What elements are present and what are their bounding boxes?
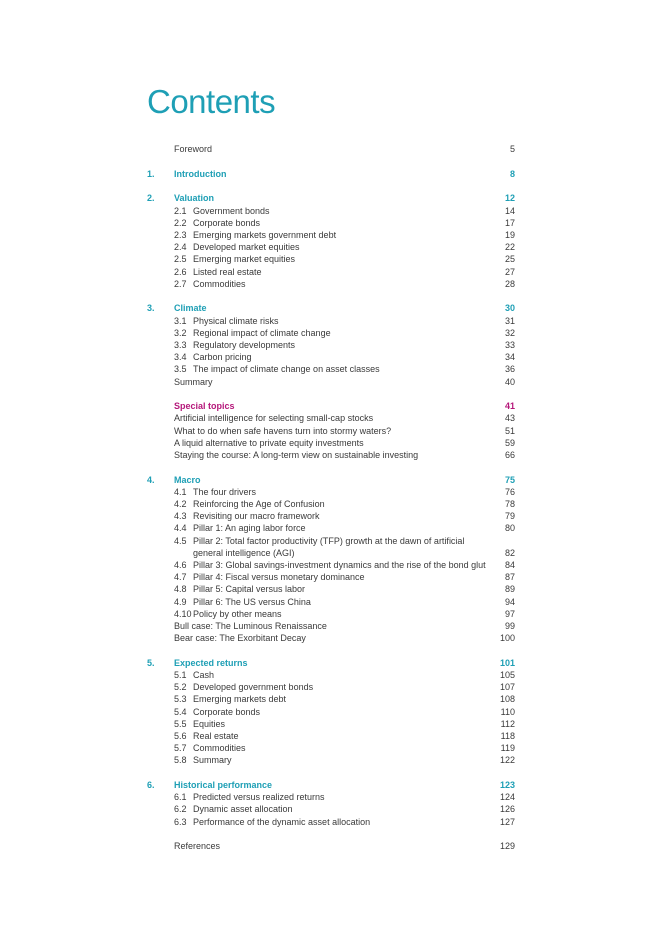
entry-title: Listed real estate xyxy=(193,266,262,277)
toc-entry[interactable] xyxy=(0,547,662,559)
toc-entry[interactable] xyxy=(0,266,662,278)
page-number: 99 xyxy=(504,620,515,631)
toc-entry[interactable] xyxy=(0,693,662,705)
toc-entry[interactable] xyxy=(0,706,662,718)
section-number: 5. xyxy=(147,657,155,668)
toc-section-heading[interactable] xyxy=(0,657,662,669)
toc-entry[interactable] xyxy=(0,412,662,424)
entry-title: Predicted versus realized returns xyxy=(193,792,325,803)
toc-entry[interactable] xyxy=(0,583,662,595)
toc-entry[interactable] xyxy=(0,669,662,681)
page-number: 27 xyxy=(504,266,515,277)
entry-title: Commodities xyxy=(193,743,246,754)
entry-title: Corporate bonds xyxy=(193,706,261,717)
entry-number: 5.2 xyxy=(174,682,187,693)
entry-title: Pillar 1: An aging labor force xyxy=(193,523,306,534)
toc-entry[interactable] xyxy=(0,559,662,571)
entry-title: Pillar 3: Global savings-investment dynamics and the rise of the bond glut xyxy=(193,559,486,570)
section-number: 4. xyxy=(147,474,155,485)
page-number: 105 xyxy=(499,669,515,680)
entry-title: Pillar 5: Capital versus labor xyxy=(193,584,306,595)
page-number: 75 xyxy=(504,474,515,485)
toc-entry[interactable] xyxy=(0,571,662,583)
table-of-contents xyxy=(0,143,662,865)
page-number: 25 xyxy=(504,254,515,265)
page-number: 124 xyxy=(499,792,515,803)
toc-entry[interactable] xyxy=(0,205,662,217)
entry-number: 4.1 xyxy=(174,486,187,497)
page-number: 22 xyxy=(504,242,515,253)
toc-entry[interactable] xyxy=(0,681,662,693)
entry-title: Staying the course: A long-term view on sustainable investing xyxy=(174,449,419,460)
page-number: 8 xyxy=(509,168,515,179)
page-number: 59 xyxy=(504,437,515,448)
toc-section xyxy=(0,400,662,461)
page-number: 80 xyxy=(504,523,515,534)
entry-number: 2.2 xyxy=(174,217,187,228)
entry-number: 3.4 xyxy=(174,352,187,363)
page-number: 108 xyxy=(499,694,515,705)
page-number: 123 xyxy=(499,779,515,790)
page-number: 94 xyxy=(504,596,515,607)
entry-title: Summary xyxy=(174,376,213,387)
entry-title: Performance of the dynamic asset allocation xyxy=(193,816,371,827)
page-number: 66 xyxy=(504,449,515,460)
entry-number: 2.6 xyxy=(174,266,187,277)
page-number: 100 xyxy=(499,633,515,644)
entry-title: Emerging markets government debt xyxy=(193,229,337,240)
entry-title: Emerging markets debt xyxy=(193,694,287,705)
entry-title: Real estate xyxy=(193,730,239,741)
section-title: Valuation xyxy=(174,193,215,204)
toc-entry[interactable] xyxy=(0,803,662,815)
entry-number: 5.7 xyxy=(174,743,187,754)
entry-number: 6.3 xyxy=(174,816,187,827)
page-number: 119 xyxy=(500,743,515,754)
page-number: 82 xyxy=(504,547,515,558)
section-title: Historical performance xyxy=(174,779,273,790)
entry-title: Regulatory developments xyxy=(193,339,296,350)
toc-section-heading[interactable] xyxy=(0,779,662,791)
entry-number: 6.2 xyxy=(174,804,187,815)
entry-number: 4.4 xyxy=(174,523,187,534)
entry-title: Bear case: The Exorbitant Decay xyxy=(174,633,306,644)
entry-title: The four drivers xyxy=(193,486,257,497)
entry-title: Developed government bonds xyxy=(193,682,314,693)
entry-number: 2.5 xyxy=(174,254,187,265)
section-title: Macro xyxy=(174,474,201,485)
page-number: 30 xyxy=(504,303,515,314)
toc-entry[interactable] xyxy=(0,632,662,644)
entry-title: Bull case: The Luminous Renaissance xyxy=(174,620,327,631)
entry-number: 5.4 xyxy=(174,706,187,717)
entry-number: 4.7 xyxy=(174,572,187,583)
page-number: 118 xyxy=(500,730,515,741)
toc-section xyxy=(0,168,662,180)
entry-title: Cash xyxy=(193,669,215,680)
entry-title: Government bonds xyxy=(193,205,270,216)
entry-title: Pillar 4: Fiscal versus monetary dominance xyxy=(193,572,365,583)
page-number: 14 xyxy=(504,205,515,216)
toc-section-heading[interactable] xyxy=(0,302,662,314)
toc-section xyxy=(0,840,662,852)
entry-title: Regional impact of climate change xyxy=(193,327,331,338)
page-number: 33 xyxy=(504,339,515,350)
page-number: 51 xyxy=(504,425,515,436)
toc-entry[interactable] xyxy=(0,608,662,620)
toc-entry[interactable] xyxy=(0,535,662,547)
page-number: 40 xyxy=(504,376,515,387)
toc-section xyxy=(0,302,662,387)
entry-title: Policy by other means xyxy=(193,608,282,619)
entry-number: 5.8 xyxy=(174,755,187,766)
page-number: 84 xyxy=(504,559,515,570)
page-number: 76 xyxy=(504,486,515,497)
entry-title: Emerging market equities xyxy=(193,254,296,265)
toc-entry[interactable] xyxy=(0,241,662,253)
entry-title: Revisiting our macro framework xyxy=(193,511,320,522)
entry-number: 2.7 xyxy=(174,278,187,289)
entry-title: Commodities xyxy=(193,278,246,289)
toc-entry[interactable] xyxy=(0,816,662,828)
entry-number: 4.10 xyxy=(174,608,192,619)
entry-number: 2.4 xyxy=(174,242,187,253)
toc-entry[interactable] xyxy=(0,840,662,852)
toc-section-heading[interactable] xyxy=(0,168,662,180)
entry-number: 3.5 xyxy=(174,364,187,375)
page-number: 12 xyxy=(504,193,515,204)
toc-entry[interactable] xyxy=(0,327,662,339)
page-number: 31 xyxy=(504,315,515,326)
page-number: 101 xyxy=(499,657,515,668)
entry-number: 3.3 xyxy=(174,339,187,350)
toc-entry[interactable] xyxy=(0,754,662,766)
page-number: 43 xyxy=(504,413,515,424)
entry-title: What to do when safe havens turn into stormy waters? xyxy=(174,425,392,436)
toc-entry[interactable] xyxy=(0,620,662,632)
toc-entry[interactable] xyxy=(0,278,662,290)
toc-entry[interactable] xyxy=(0,742,662,754)
entry-title: Equities xyxy=(193,718,226,729)
entry-title: A liquid alternative to private equity investments xyxy=(174,437,364,448)
entry-title: Physical climate risks xyxy=(193,315,279,326)
toc-section-heading[interactable] xyxy=(0,400,662,412)
page-number: 127 xyxy=(499,816,515,827)
toc-entry[interactable] xyxy=(0,229,662,241)
section-number: 1. xyxy=(147,168,155,179)
toc-entry[interactable] xyxy=(0,217,662,229)
toc-entry[interactable] xyxy=(0,718,662,730)
entry-number: 5.3 xyxy=(174,694,187,705)
page-number: 129 xyxy=(499,841,515,852)
toc-entry[interactable] xyxy=(0,449,662,461)
page-number: 79 xyxy=(504,511,515,522)
entry-title: Carbon pricing xyxy=(193,352,252,363)
toc-entry[interactable] xyxy=(0,730,662,742)
toc-entry[interactable] xyxy=(0,143,662,155)
toc-section-heading[interactable] xyxy=(0,192,662,204)
entry-title: References xyxy=(174,841,221,852)
page-number: 36 xyxy=(504,364,515,375)
page-number: 126 xyxy=(499,804,515,815)
entry-number: 4.5 xyxy=(174,535,187,546)
section-number: 6. xyxy=(147,779,155,790)
entry-number: 4.3 xyxy=(174,511,187,522)
entry-number: 4.6 xyxy=(174,559,187,570)
page-number: 78 xyxy=(504,499,515,509)
toc-entry[interactable] xyxy=(0,339,662,351)
page-number: 107 xyxy=(499,682,515,693)
page-number: 112 xyxy=(500,718,515,729)
page-number: 87 xyxy=(504,572,515,583)
entry-title: Pillar 2: Total factor productivity (TFP) growth at the dawn of artificial xyxy=(193,535,465,546)
page-number: 110 xyxy=(500,706,515,717)
entry-title: Foreword xyxy=(174,144,213,154)
section-title: Introduction xyxy=(174,168,227,179)
toc-entry[interactable] xyxy=(0,791,662,803)
entry-number: 3.1 xyxy=(174,315,187,326)
entry-number: 5.5 xyxy=(174,718,187,729)
page-number: 97 xyxy=(504,608,515,619)
toc-entry[interactable] xyxy=(0,315,662,327)
toc-section-heading[interactable] xyxy=(0,474,662,486)
entry-title: Dynamic asset allocation xyxy=(193,804,293,815)
entry-title: Developed market equities xyxy=(193,242,300,253)
entry-title: general intelligence (AGI) xyxy=(193,547,295,558)
entry-number: 5.1 xyxy=(174,669,187,680)
toc-entry[interactable] xyxy=(0,253,662,265)
toc-entry[interactable] xyxy=(0,596,662,608)
entry-number: 4.2 xyxy=(174,499,187,509)
entry-number: 5.6 xyxy=(174,730,187,741)
section-number: 3. xyxy=(147,303,155,314)
page-title: Contents xyxy=(147,83,276,120)
page-number: 32 xyxy=(504,327,515,338)
toc-entry[interactable] xyxy=(0,486,662,498)
toc-entry[interactable] xyxy=(0,510,662,522)
toc-entry[interactable] xyxy=(0,351,662,363)
entry-number: 3.2 xyxy=(174,327,187,338)
entry-number: 2.3 xyxy=(174,229,187,240)
entry-title: Corporate bonds xyxy=(193,217,261,228)
page-number: 19 xyxy=(504,229,515,240)
section-title: Special topics xyxy=(174,401,235,412)
section-title: Expected returns xyxy=(174,657,248,668)
toc-section xyxy=(0,779,662,828)
page-number: 41 xyxy=(504,401,515,412)
page-number: 5 xyxy=(509,144,515,154)
page-number: 89 xyxy=(504,584,515,595)
page-number: 122 xyxy=(499,755,515,766)
page-number: 34 xyxy=(504,352,515,363)
toc-entry[interactable] xyxy=(0,498,662,510)
toc-section xyxy=(0,143,662,155)
entry-number: 4.9 xyxy=(174,596,187,607)
toc-section xyxy=(0,474,662,645)
section-title: Climate xyxy=(174,303,207,314)
toc-entry[interactable] xyxy=(0,363,662,375)
toc-section xyxy=(0,657,662,767)
toc-entry[interactable] xyxy=(0,522,662,534)
entry-title: The impact of climate change on asset classes xyxy=(193,364,380,375)
entry-number: 2.1 xyxy=(174,205,187,216)
entry-title: Pillar 6: The US versus China xyxy=(193,596,311,607)
entry-number: 4.8 xyxy=(174,584,187,595)
page-number: 17 xyxy=(504,217,515,228)
toc-entry[interactable] xyxy=(0,376,662,388)
section-number: 2. xyxy=(147,193,155,204)
entry-number: 6.1 xyxy=(174,792,187,803)
entry-title: Reinforcing the Age of Confusion xyxy=(193,499,325,509)
toc-section xyxy=(0,192,662,290)
toc-entry[interactable] xyxy=(0,425,662,437)
page-number: 28 xyxy=(504,278,515,289)
toc-entry[interactable] xyxy=(0,437,662,449)
entry-title: Summary xyxy=(193,755,232,766)
entry-title: Artificial intelligence for selecting small-cap stocks xyxy=(174,413,374,424)
